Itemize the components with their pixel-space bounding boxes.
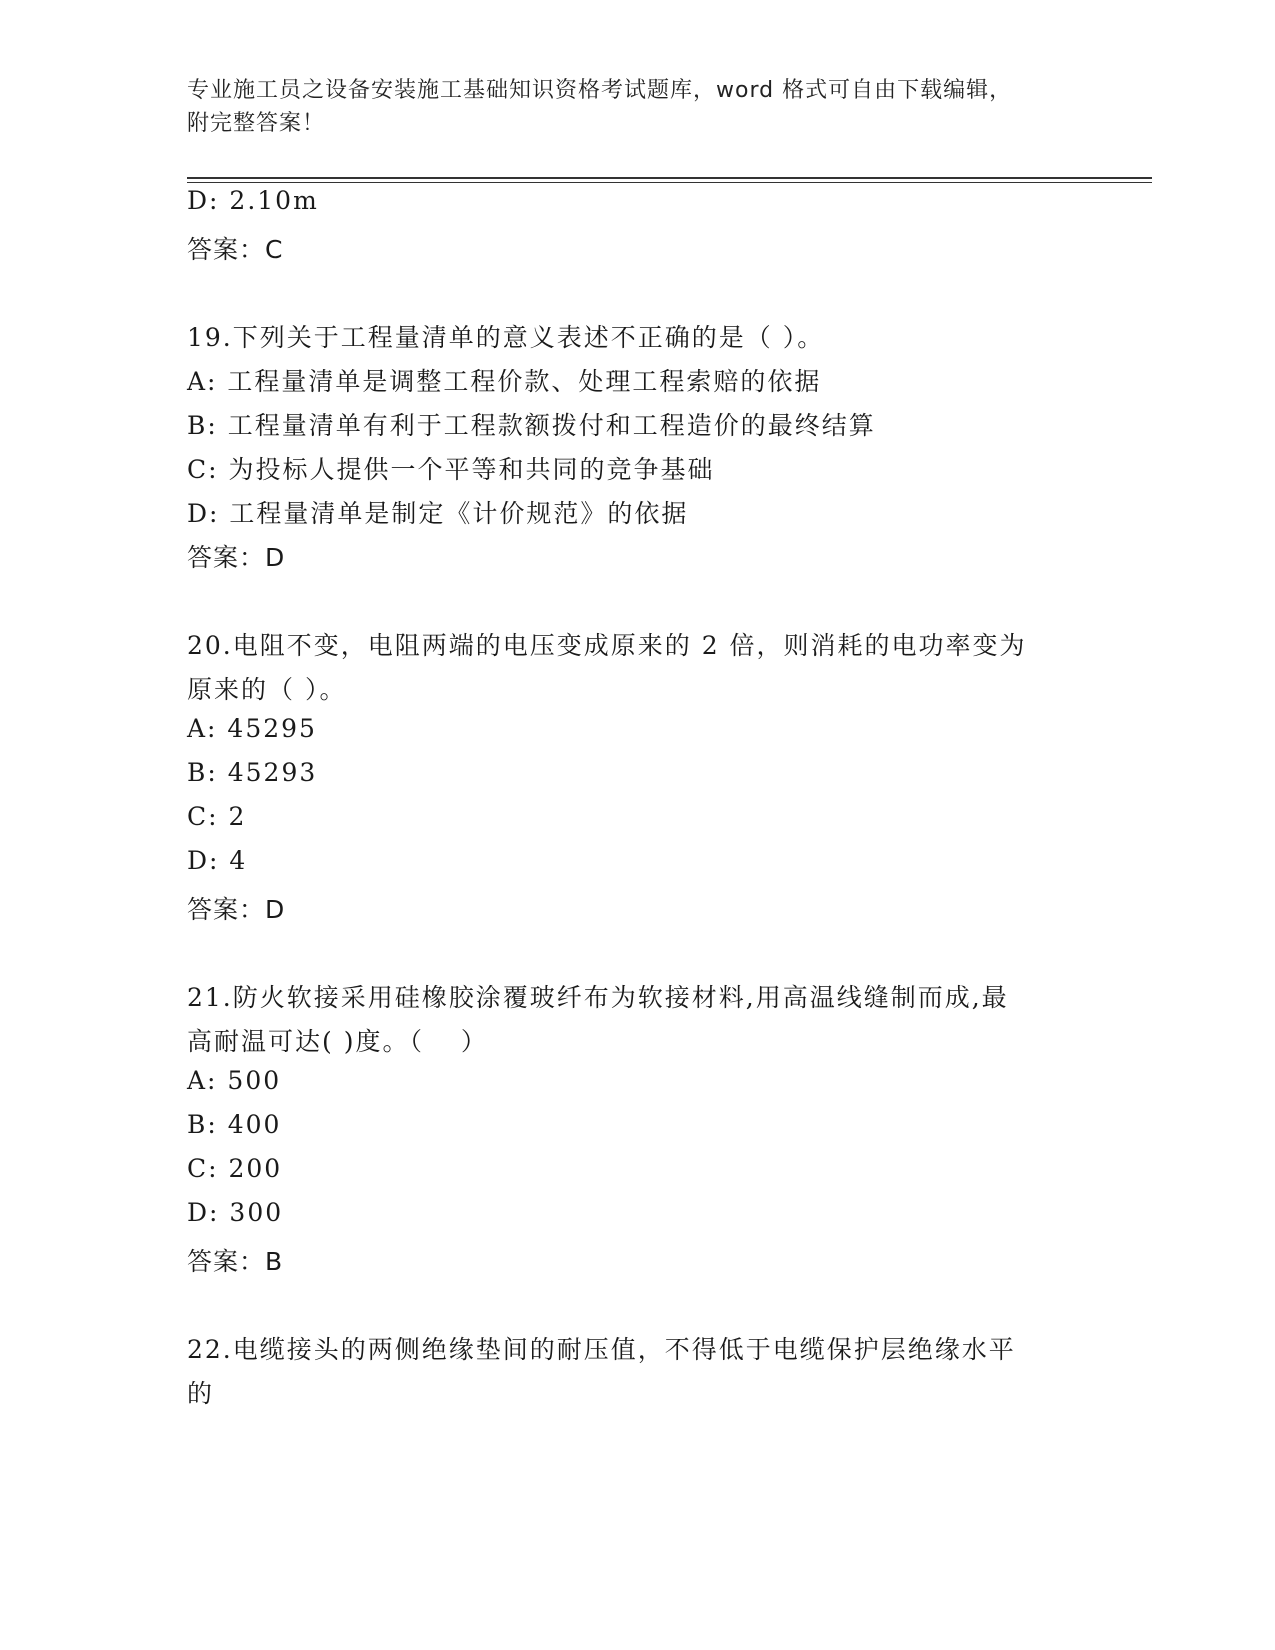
question-21-option-c: C: 200 xyxy=(187,1154,283,1183)
question-20-answer: 答案：D xyxy=(187,895,286,924)
question-20-option-b: B: 45293 xyxy=(187,758,318,787)
question-19-option-d: D: 工程量清单是制定《计价规范》的依据 xyxy=(187,499,689,528)
question-20-stem-line-2: 原来的（ ）。 xyxy=(187,675,347,704)
question-20-option-d: D: 4 xyxy=(187,846,248,875)
header-line-2: 附完整答案！ xyxy=(187,111,326,136)
header-divider-thin xyxy=(187,182,1152,183)
question-19-answer: 答案：D xyxy=(187,543,286,572)
question-21-option-d: D: 300 xyxy=(187,1198,284,1227)
question-19-option-c: C: 为投标人提供一个平等和共同的竞争基础 xyxy=(187,455,715,484)
question-22-stem-line-2: 的 xyxy=(187,1379,215,1408)
question-21-answer: 答案：B xyxy=(187,1247,284,1276)
question-22-stem-line-1: 22.电缆接头的两侧绝缘垫间的耐压值，不得低于电缆保护层绝缘水平 xyxy=(187,1335,1016,1364)
question-19-stem: 19.下列关于工程量清单的意义表述不正确的是（ ）。 xyxy=(187,323,825,352)
document-header xyxy=(187,74,1087,140)
question-19-option-b: B: 工程量清单有利于工程款额拨付和工程造价的最终结算 xyxy=(187,411,876,440)
question-21-stem-line-2: 高耐温可达( )度。（ ） xyxy=(187,1027,488,1056)
answer-text: 答案：C xyxy=(187,235,284,264)
option-d: D: 2.10m xyxy=(187,186,319,215)
question-19-option-a: A: 工程量清单是调整工程价款、处理工程索赔的依据 xyxy=(187,367,822,396)
question-20-option-c: C: 2 xyxy=(187,802,247,831)
header-divider xyxy=(187,177,1152,179)
header-line-1: 专业施工员之设备安装施工基础知识资格考试题库，word 格式可自由下载编辑， xyxy=(187,78,1013,103)
question-21-option-a: A: 500 xyxy=(187,1066,282,1095)
question-21-stem-line-1: 21.防火软接采用硅橡胶涂覆玻纤布为软接材料,用高温线缝制而成,最 xyxy=(187,983,1009,1012)
question-20-stem-line-1: 20.电阻不变，电阻两端的电压变成原来的 2 倍，则消耗的电功率变为 xyxy=(187,631,1027,660)
question-20-option-a: A: 45295 xyxy=(187,714,317,743)
question-21-option-b: B: 400 xyxy=(187,1110,282,1139)
